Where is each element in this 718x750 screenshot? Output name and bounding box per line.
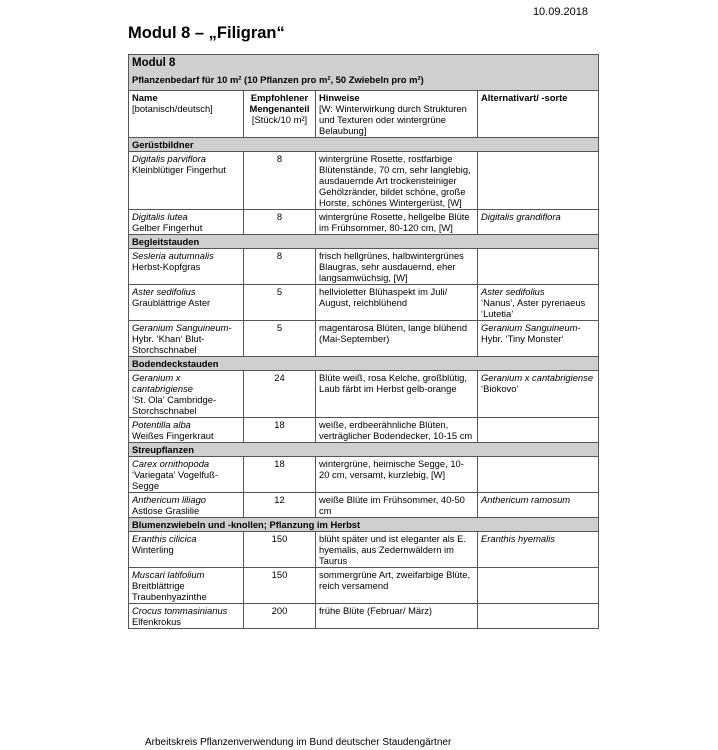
col-name-header: Name [botanisch/deutsch] [129, 91, 244, 138]
alternative-cultivar: ‘Nanus’, Aster pyrenaeus ‘Lutetia’ [481, 297, 586, 319]
section-title: Blumenzwiebeln und -knollen; Pflanzung im Herbst [129, 518, 599, 532]
alternative-cell [478, 418, 599, 443]
plant-row [129, 493, 599, 518]
page-title: Modul 8 – „Filigran“ [128, 24, 285, 42]
alternative-cell [478, 568, 599, 604]
quantity-cell: 5 [244, 285, 316, 321]
botanical-name: Anthericum liliago [132, 494, 206, 505]
plant-name-cell [129, 210, 244, 235]
german-name: Gelber Fingerhut [132, 222, 203, 233]
notes-cell: blüht später und ist eleganter als E. hyemalis, aus Zedernwäldern im Taurus [316, 532, 478, 568]
german-name: Weißes Fingerkraut [132, 430, 214, 441]
section-row [129, 518, 599, 532]
notes-cell: magentarosa Blüten, lange blühend (Mai-September) [316, 321, 478, 357]
plant-name-cell [129, 249, 244, 285]
quantity-cell: 8 [244, 152, 316, 210]
plant-name-cell [129, 152, 244, 210]
german-name: Astlose Graslilie [132, 505, 200, 516]
alternative-name: Geranium Sanguineum- [481, 322, 581, 333]
section-title: Streupflanzen [129, 443, 599, 457]
module-label: Modul 8 [132, 57, 176, 69]
plant-row [129, 152, 599, 210]
plant-table [128, 54, 599, 629]
plant-name-cell [129, 604, 244, 629]
alternative-cell [478, 321, 599, 357]
notes-cell: wintergrüne Rosette, rostfarbige Blütenstände, 70 cm, sehr langlebig, ausdauernde Art trockensteiniger Gehölzränder, bildet schöne, große Horste, schönes Wintergerüst, [W] [316, 152, 478, 210]
plant-name-cell [129, 321, 244, 357]
plant-name-cell [129, 568, 244, 604]
botanical-name: Eranthis cilicica [132, 533, 197, 544]
plant-name-cell [129, 493, 244, 518]
alternative-cell [478, 493, 599, 518]
plant-row [129, 321, 599, 357]
alternative-name: Eranthis hyemalis [481, 533, 555, 544]
alternative-cell [478, 285, 599, 321]
plant-row [129, 285, 599, 321]
botanical-name: Carex ornithopoda [132, 458, 210, 469]
alternative-name: Geranium x cantabrigiense [481, 372, 594, 383]
notes-cell: weiße, erdbeerähnliche Blüten, verträglicher Bodendecker, 10-15 cm [316, 418, 478, 443]
plant-row [129, 371, 599, 418]
quantity-cell: 12 [244, 493, 316, 518]
plant-name-cell [129, 418, 244, 443]
footer-text: Arbeitskreis Pflanzenverwendung im Bund deutscher Staudengärtner [145, 737, 452, 748]
botanical-name: Potentilla alba [132, 419, 191, 430]
quantity-cell: 24 [244, 371, 316, 418]
plant-row [129, 210, 599, 235]
german-name: Herbst-Kopfgras [132, 261, 201, 272]
column-header-row [129, 91, 599, 138]
col-alt-header: Alternativart/ -sorte [478, 91, 599, 138]
section-title: Gerüstbildner [129, 138, 599, 152]
alternative-cell [478, 371, 599, 418]
alternative-cell [478, 249, 599, 285]
botanical-name: Aster sedifolius [132, 286, 196, 297]
plant-requirement-label: Pflanzenbedarf für 10 m² (10 Pflanzen pro m², 50 Zwiebeln pro m²) [132, 74, 424, 85]
german-name: ‘Variegata’ Vogelfuß-Segge [132, 469, 218, 491]
quantity-cell: 8 [244, 249, 316, 285]
notes-cell: wintergrüne, heimische Segge, 10-20 cm, versamt, kurzlebig, [W] [316, 457, 478, 493]
botanical-name: Digitalis lutea [132, 211, 188, 222]
german-name: Elfenkrokus [132, 616, 181, 627]
german-name: Graublättrige Aster [132, 297, 211, 308]
alternative-name: Aster sedifolius [481, 286, 545, 297]
section-title: Begleitstauden [129, 235, 599, 249]
alternative-cell [478, 152, 599, 210]
plant-row [129, 532, 599, 568]
section-title: Bodendeckstauden [129, 357, 599, 371]
document-date: 10.09.2018 [532, 6, 588, 18]
botanical-name: Sesleria autumnalis [132, 250, 214, 261]
german-name: Hybr. ‘Khan‘ Blut-Storchschnabel [132, 333, 205, 355]
alternative-cultivar: ‘Biokovo’ [481, 383, 519, 394]
plant-row [129, 418, 599, 443]
botanical-name: Geranium Sanguineum- [132, 322, 232, 333]
german-name: Winterling [132, 544, 174, 555]
notes-cell: frühe Blüte (Februar/ März) [316, 604, 478, 629]
section-row [129, 443, 599, 457]
col-notes-header: Hinweise [W: Winterwirkung durch Strukturen und Texturen oder wintergrüne Belaubung] [316, 91, 478, 138]
plant-row [129, 457, 599, 493]
quantity-cell: 8 [244, 210, 316, 235]
german-name: Kleinblütiger Fingerhut [132, 164, 226, 175]
notes-cell: Blüte weiß, rosa Kelche, großblütig, Laub färbt im Herbst gelb-orange [316, 371, 478, 418]
quantity-cell: 150 [244, 532, 316, 568]
section-row [129, 357, 599, 371]
quantity-cell: 18 [244, 418, 316, 443]
plant-name-cell [129, 457, 244, 493]
plant-row [129, 604, 599, 629]
quantity-cell: 200 [244, 604, 316, 629]
plant-row [129, 249, 599, 285]
alternative-cell [478, 457, 599, 493]
section-row [129, 138, 599, 152]
plant-row [129, 568, 599, 604]
section-row [129, 235, 599, 249]
notes-cell: frisch hellgrünes, halbwintergrünes Blaugras, sehr ausdauernd, eher langsamwüchsig, [W] [316, 249, 478, 285]
plant-name-cell [129, 532, 244, 568]
alternative-cell [478, 604, 599, 629]
botanical-name: Geranium x cantabrigiense [132, 372, 193, 394]
german-name: Breitblättrige Traubenhyazinthe [132, 580, 207, 602]
quantity-cell: 18 [244, 457, 316, 493]
botanical-name: Digitalis parviflora [132, 153, 206, 164]
alternative-cultivar: Hybr. ‘Tiny Monster‘ [481, 333, 564, 344]
notes-cell: hellvioletter Blühaspekt im Juli/ August, reichblühend [316, 285, 478, 321]
botanical-name: Crocus tommasinianus [132, 605, 228, 616]
german-name: ‘St. Ola’ Cambridge-Storchschnabel [132, 394, 217, 416]
plant-name-cell [129, 285, 244, 321]
alternative-name: Digitalis grandiflora [481, 211, 561, 222]
alternative-cell [478, 210, 599, 235]
notes-cell: weiße Blüte im Frühsommer, 40-50 cm [316, 493, 478, 518]
notes-cell: wintergrüne Rosette, hellgelbe Blüte im Frühsommer, 80-120 cm, [W] [316, 210, 478, 235]
col-amount-header: Empfohlener Mengenanteil [Stück/10 m²] [244, 91, 316, 138]
alternative-cell [478, 532, 599, 568]
quantity-cell: 150 [244, 568, 316, 604]
botanical-name: Muscari latifolium [132, 569, 205, 580]
alternative-name: Anthericum ramosum [481, 494, 571, 505]
plant-name-cell [129, 371, 244, 418]
quantity-cell: 5 [244, 321, 316, 357]
notes-cell: sommergrüne Art, zweifarbige Blüte, reich versamend [316, 568, 478, 604]
table-title-row [129, 55, 599, 91]
